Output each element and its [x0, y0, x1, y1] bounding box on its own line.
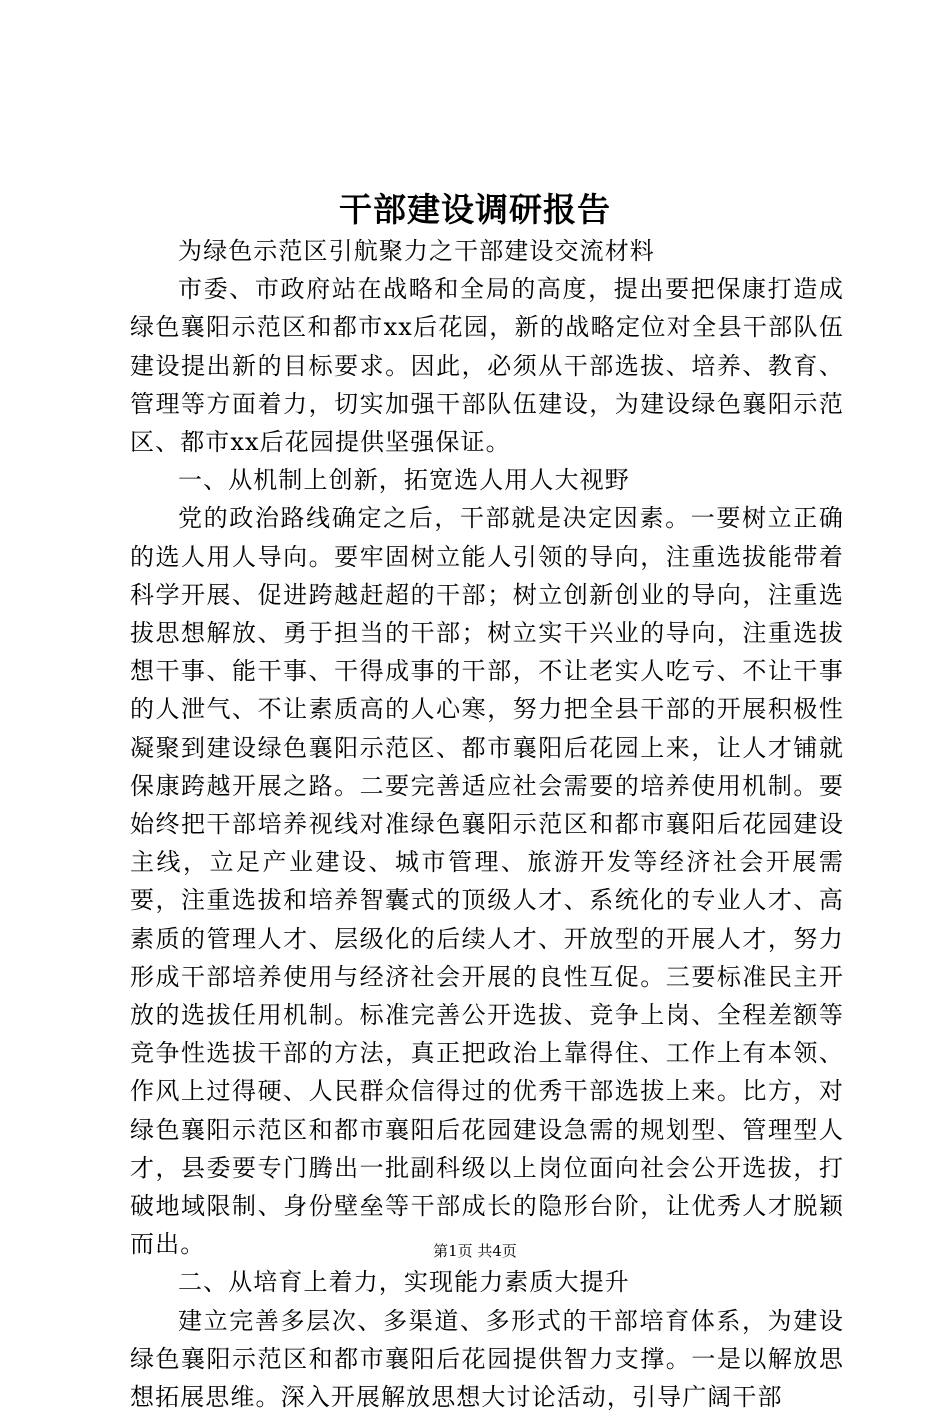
document-body: [130, 232, 844, 1416]
page-footer: 第1页 共4页: [433, 1242, 517, 1260]
paragraph-section-1: 党的政治路线确定之后，干部就是决定因素。一要树立正确的选人用人导向。要牢固树立能人引领的导向，注重选拔能带着科学开展、促进跨越赶超的干部；树立创新创业的导向，注重选拔思想解放、勇于担当的干部；树立实干兴业的导向，注重选拔想干事、能干事、干得成事的干部，不让老实人吃亏、不让干事的人泄气、不让素质高的人心寒，努力把全县干部的开展积极性凝聚到建设绿色襄阳示范区、都市襄阳后花园上来，让人才铺就保康跨越开展之路。二要完善适应社会需要的培养使用机制。要始终把干部培养视线对准绿色襄阳示范区和都市襄阳后花园建设主线，立足产业建设、城市管理、旅游开发等经济社会开展需要，注重选拔和培养智囊式的顶级人才、系统化的专业人才、高素质的管理人才、层级化的后续人才、开放型的开展人才，努力形成干部培养使用与经济社会开展的良性互促。三要标准民主开放的选拔任用机制。标准完善公开选拔、竞争上岗、全程差额等竞争性选拔干部的方法，真正把政治上靠得住、工作上有本领、作风上过得硬、人民群众信得过的优秀干部选拔上来。比方，对绿色襄阳示范区和都市襄阳后花园建设急需的规划型、管理型人才，县委要专门腾出一批副科级以上岗位面向社会公开选拔，打破地域限制、身份壁垒等干部成长的隐形台阶，让优秀人才脱颖而出。: [130, 504, 844, 1259]
document-title: 干部建设调研报告: [339, 190, 611, 229]
section-heading-1: 一、从机制上创新，拓宽选人用人大视野: [178, 466, 630, 495]
paragraph-section-2: 建立完善多层次、多渠道、多形式的干部培育体系，为建设绿色襄阳示范区和都市襄阳后花园提供智力支撑。一是以解放思想拓展思维。深入开展解放思想大讨论活动，引导广阔干部: [130, 1306, 844, 1412]
paragraph-intro: 市委、市政府站在战略和全局的高度，提出要把保康打造成绿色襄阳示范区和都市xx后花园，新的战略定位对全县干部队伍建设提出新的目标要求。因此，必须从干部选拔、培养、教育、管理等方面着力，切实加强干部队伍建设，为建设绿色襄阳示范区、都市xx后花园提供坚强保证。: [130, 275, 844, 457]
section-heading-2: 二、从培育上着力，实现能力素质大提升: [178, 1268, 630, 1297]
paragraph-subtitle: 为绿色示范区引航聚力之干部建设交流材料: [178, 237, 655, 265]
